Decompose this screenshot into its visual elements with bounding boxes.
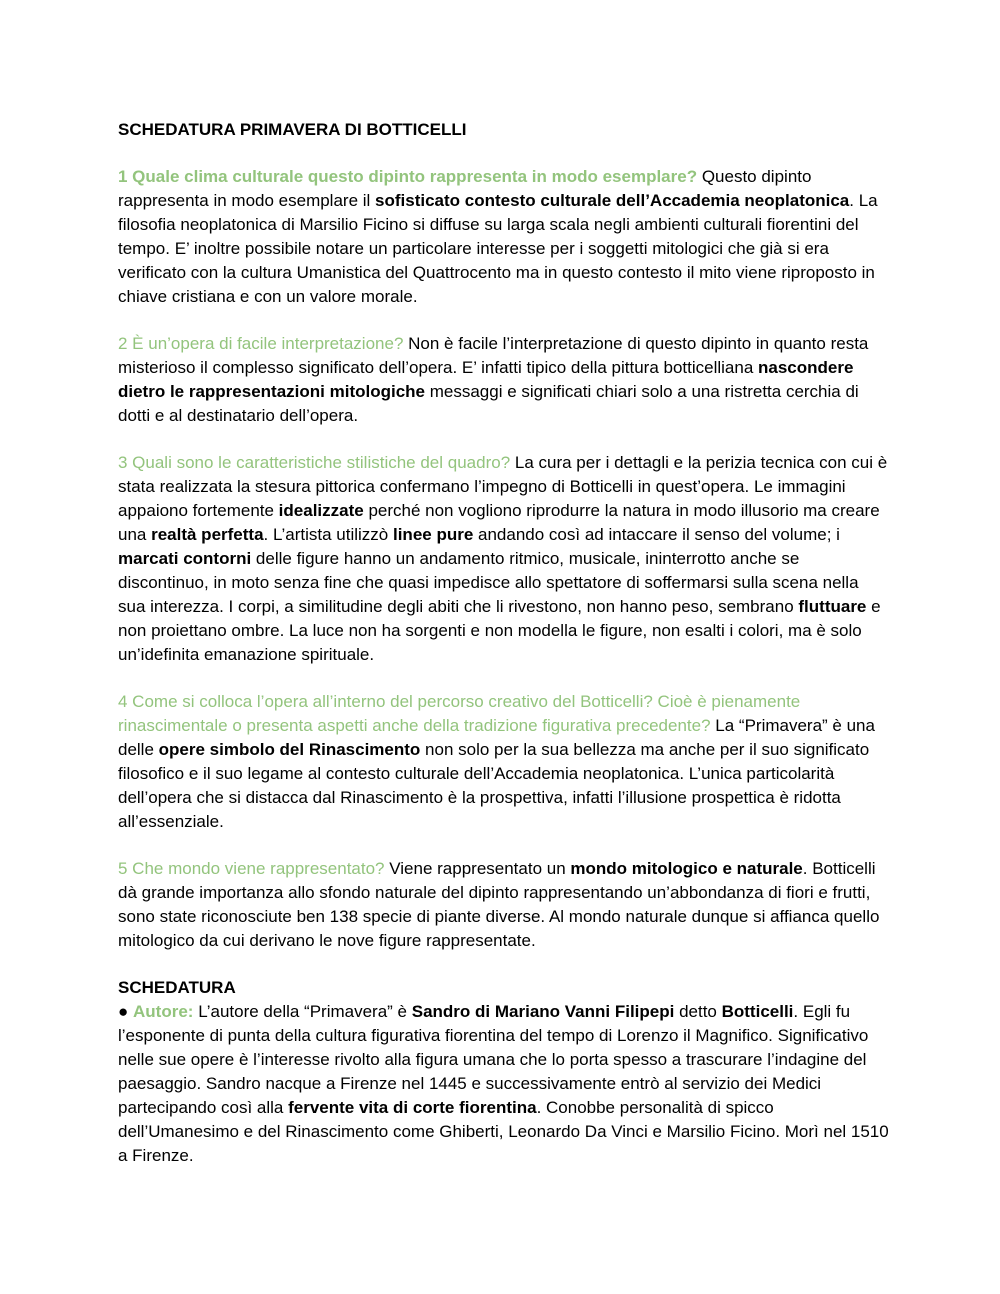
section-2-bold: nascondere dietro le rappresentazioni mitologiche <box>118 358 854 401</box>
section-3-text: delle figure hanno un andamento ritmico, musicale, ininterrotto anche se discontinuo, in moto senza fine che quasi impedisce allo spettatore di soffermarsi sulla scena nella sua interezza. I corpi, a similitudine degli abiti che li rivestono, non hanno peso, sembrano <box>118 549 859 616</box>
question-1: 1 Quale clima culturale questo dipinto rappresenta in modo esemplare? <box>118 167 698 186</box>
section-3-text: . L’artista utilizzò <box>263 525 393 544</box>
section-3-text: andando così ad intaccare il senso del volume; i <box>473 525 840 544</box>
author-bold: Sandro di Mariano Vanni Filipepi <box>411 1002 675 1021</box>
section-3 <box>118 451 890 667</box>
author-bold: fervente vita di corte fiorentina <box>288 1098 537 1117</box>
author-label: Autore: <box>133 1002 194 1021</box>
author-text: . Conobbe personalità di spicco dell’Umanesimo e del Rinascimento come Ghiberti, Leonardo Da Vinci e Marsilio Ficino. Morì nel 1510 a Firenze. <box>118 1098 889 1165</box>
author-text: detto <box>674 1002 722 1021</box>
author-bold: Botticelli <box>721 1002 794 1021</box>
section-5-text: Viene rappresentato un <box>384 859 571 878</box>
question-3: 3 Quali sono le caratteristiche stilistiche del quadro? <box>118 453 511 472</box>
question-5: 5 Che mondo viene rappresentato? <box>118 859 385 878</box>
question-4: 4 Come si colloca l’opera all’interno del percorso creativo del Botticelli? Cioè è pienamente rinascimentale o presenta aspetti anche della tradizione figurativa precedente? <box>118 692 801 735</box>
section-4 <box>118 690 890 834</box>
section-3-bold: fluttuare <box>798 597 867 616</box>
section-1-bold: sofisticato contesto culturale dell’Accademia neoplatonica <box>375 191 850 210</box>
section-5-text: . Botticelli dà grande importanza allo sfondo naturale del dipinto rappresentando un’abbondanza di fiori e frutti, sono state riconosciute ben 138 specie di piante diverse. Al mondo naturale dunque si affianca quello mitologico da cui derivano le nove figure rappresentate. <box>118 859 880 950</box>
section-3-bold: linee pure <box>392 525 474 544</box>
section-3-bold: idealizzate <box>278 501 364 520</box>
section-2 <box>118 332 890 428</box>
question-2: 2 È un’opera di facile interpretazione? <box>118 334 404 353</box>
section-2-text: messaggi e significati chiari solo a una ristretta cerchia di dotti e al destinatario dell’opera. <box>118 382 859 425</box>
author-text: L’autore della “Primavera” è <box>193 1002 412 1021</box>
section-1-text: . La filosofia neoplatonica di Marsilio Ficino si diffuse su larga scala negli ambienti culturali fiorentini del tempo. E’ inoltre possibile notare un particolare interesse per i soggetti mitologici che già si era verificato con la cultura Umanistica del Quattrocento ma in questo contesto il mito viene riproposto in chiave cristiana e con un valore morale. <box>118 191 878 306</box>
author-text: . Egli fu l’esponente di punta della cultura figurativa fiorentina del tempo di Lorenzo il Magnifico. Significativo nelle sue opere è l’interesse rivolto alla figura umana che lo porta spesso a trascurare l’indagine del paesaggio. Sandro nacque a Firenze nel 1445 e successivamente entrò al servizio dei Medici partecipando così alla <box>118 1002 869 1117</box>
section-4-text: La “Primavera” è una delle <box>118 716 875 759</box>
section-4-text: non solo per la sua bellezza ma anche per il suo significato filosofico e il suo legame al contesto culturale dell’Accademia neoplatonica. L’unica particolarità dell’opera che si distacca dal Rinascimento è la prospettiva, infatti l’illusione prospettica è ridotta all’essenziale. <box>118 740 870 831</box>
section-5 <box>118 857 890 953</box>
section-5-bold: mondo mitologico e naturale <box>570 859 803 878</box>
section-3-text: perché non vogliono riprodurre la natura in modo illusorio ma creare una <box>118 501 880 544</box>
section-3-text: La cura per i dettagli e la perizia tecnica con cui è stata realizzata la stesura pittorica confermano l’impegno di Botticelli in quest’opera. Le immagini appaiono fortemente <box>118 453 888 520</box>
section-3-bold: marcati contorni <box>118 549 252 568</box>
schedatura-heading: SCHEDATURA <box>118 978 236 997</box>
document-title: SCHEDATURA PRIMAVERA DI BOTTICELLI <box>118 120 467 139</box>
section-2-text: Non è facile l’interpretazione di questo dipinto in quanto resta misterioso il complesso significato dell’opera. E’ infatti tipico della pittura botticelliana <box>118 334 869 377</box>
bullet-icon: ● <box>118 1002 129 1021</box>
section-1 <box>118 165 890 309</box>
section-3-text: e non proiettano ombre. La luce non ha sorgenti e non modella le figure, non esalti i colori, ma è solo un’idefinita emanazione spirituale. <box>118 597 881 664</box>
schedatura-author-item <box>118 1000 890 1168</box>
section-1-text: Questo dipinto rappresenta in modo esemplare il <box>118 167 812 210</box>
section-4-bold: opere simbolo del Rinascimento <box>158 740 421 759</box>
section-3-bold: realtà perfetta <box>151 525 264 544</box>
